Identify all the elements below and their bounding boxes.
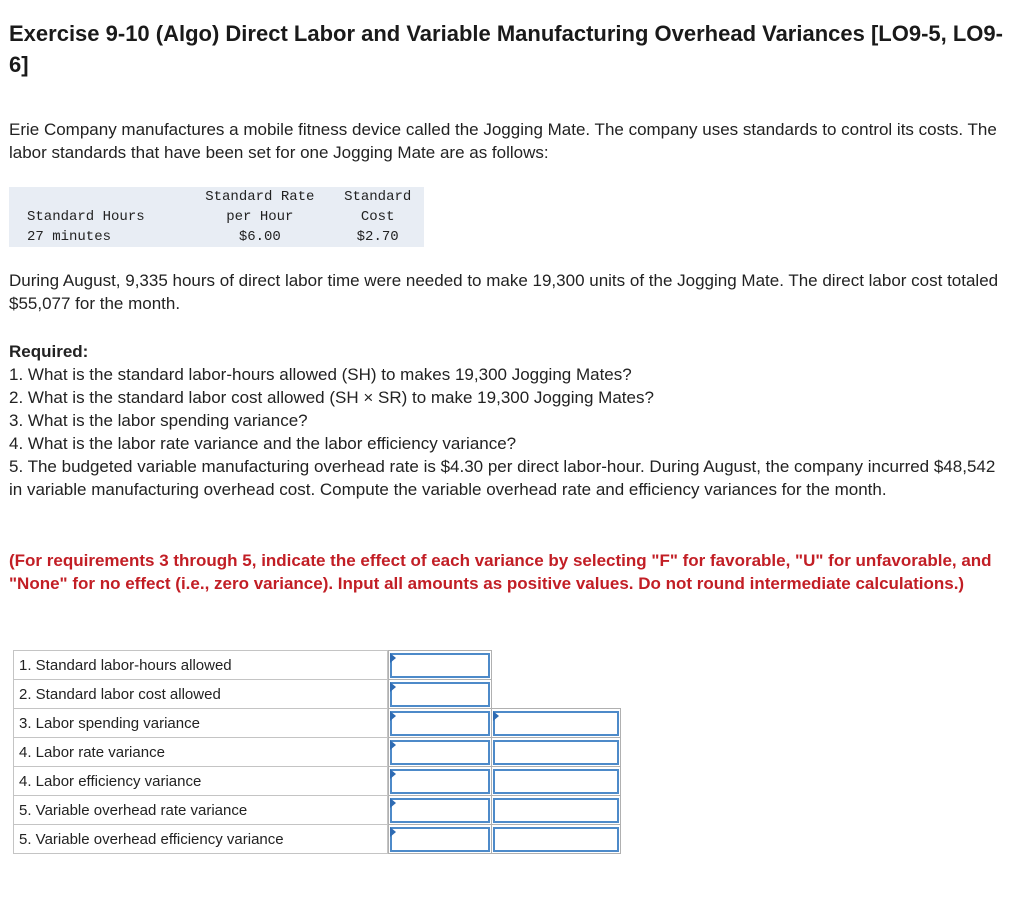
answer-row-label: 3. Labor spending variance <box>14 709 388 738</box>
efficiency-variance-input-cell <box>389 767 492 796</box>
standard-hours-input-cell <box>389 651 492 680</box>
answer-empty-cell <box>492 680 621 709</box>
intro-text: Erie Company manufactures a mobile fitness device called the Jogging Mate. The company uses standards to control its costs. The labor standards that have been set for one Jogging Mate are as follows: <box>9 120 997 162</box>
voh-rate-variance-input-cell <box>389 796 492 825</box>
standards-header-cell: Standard <box>344 189 412 205</box>
standards-header-row-bottom <box>9 207 424 227</box>
input-flag-icon <box>390 827 396 837</box>
efficiency-effect-select[interactable] <box>493 769 619 794</box>
answer-empty-cell <box>492 651 621 680</box>
voh-rate-variance-input[interactable] <box>390 798 490 823</box>
standard-cost-input-cell <box>389 680 492 709</box>
answer-row <box>14 738 621 767</box>
input-flag-icon <box>390 653 396 663</box>
standards-values-row <box>9 227 424 247</box>
answer-row-label: 1. Standard labor-hours allowed <box>14 651 388 680</box>
input-flag-icon <box>390 682 396 692</box>
efficiency-effect-cell <box>492 767 621 796</box>
spending-effect-select[interactable] <box>493 711 619 736</box>
standard-cost-input[interactable] <box>390 682 490 707</box>
required-item: 2. What is the standard labor cost allowed (SH × SR) to make 19,300 Jogging Mates? <box>9 388 654 407</box>
rate-effect-select[interactable] <box>493 740 619 765</box>
standards-header-cell <box>9 187 188 207</box>
standard-hours-value: 27 minutes <box>27 229 112 245</box>
input-flag-icon <box>390 711 396 721</box>
rate-effect-cell <box>492 738 621 767</box>
required-list <box>9 363 1009 501</box>
spending-variance-input-cell <box>389 709 492 738</box>
standards-header-cell: Cost <box>360 209 395 225</box>
voh-rate-effect-select[interactable] <box>493 798 619 823</box>
standards-header-cell: Standard Hours <box>27 209 145 225</box>
required-item: 1. What is the standard labor-hours allowed (SH) to makes 19,300 Jogging Mates? <box>9 365 632 384</box>
voh-efficiency-effect-cell <box>492 825 621 854</box>
answer-row <box>14 680 621 709</box>
input-flag-icon <box>390 769 396 779</box>
rate-variance-input[interactable] <box>390 740 490 765</box>
standard-cost-value: $2.70 <box>356 229 399 245</box>
answer-row <box>14 825 621 854</box>
spending-variance-input[interactable] <box>390 711 490 736</box>
input-flag-icon <box>390 798 396 808</box>
spending-effect-cell <box>492 709 621 738</box>
answer-row <box>14 709 621 738</box>
answer-row <box>14 651 621 680</box>
standards-header-cell: per Hour <box>226 209 294 225</box>
standards-header-cell: Standard Rate <box>205 189 315 205</box>
answer-row-label: 5. Variable overhead rate variance <box>14 796 388 825</box>
voh-efficiency-variance-input[interactable] <box>390 827 490 852</box>
voh-efficiency-effect-select[interactable] <box>493 827 619 852</box>
answer-table <box>13 650 621 854</box>
answer-row-label: 4. Labor efficiency variance <box>14 767 388 796</box>
answer-row-label: 5. Variable overhead efficiency variance <box>14 825 388 854</box>
voh-efficiency-variance-input-cell <box>389 825 492 854</box>
required-item: 3. What is the labor spending variance? <box>9 411 308 430</box>
answer-row <box>14 796 621 825</box>
answer-row-label: 2. Standard labor cost allowed <box>14 680 388 709</box>
instructions-text: (For requirements 3 through 5, indicate the effect of each variance by selecting "F" for favorable, "U" for unfavorable, and "None" for no effect (i.e., zero variance). Input all amounts as positive values. Do not round intermediate calculations.) <box>9 551 992 593</box>
efficiency-variance-input[interactable] <box>390 769 490 794</box>
input-flag-icon <box>390 740 396 750</box>
standard-hours-input[interactable] <box>390 653 490 678</box>
select-flag-icon <box>493 711 499 721</box>
required-heading: Required: <box>9 342 89 361</box>
required-item: 5. The budgeted variable manufacturing overhead rate is $4.30 per direct labor-hour. During August, the company incurred $48,542 in variable manufacturing overhead cost. Compute the variable overhead rate and efficiency variances for the month. <box>9 457 996 499</box>
labor-standards-table <box>9 187 424 247</box>
answer-row-label: 4. Labor rate variance <box>14 738 388 767</box>
standard-rate-value: $6.00 <box>238 229 281 245</box>
rate-variance-input-cell <box>389 738 492 767</box>
august-data-paragraph: During August, 9,335 hours of direct labor time were needed to make 19,300 units of the Jogging Mate. The direct labor cost totaled $55,077 for the month. <box>9 271 999 313</box>
exercise-title: Exercise 9-10 (Algo) Direct Labor and Variable Manufacturing Overhead Variances [LO9-5, LO9-6] <box>9 21 1003 77</box>
standards-header-row-top <box>9 187 424 207</box>
voh-rate-effect-cell <box>492 796 621 825</box>
answer-row <box>14 767 621 796</box>
required-item: 4. What is the labor rate variance and the labor efficiency variance? <box>9 434 517 453</box>
